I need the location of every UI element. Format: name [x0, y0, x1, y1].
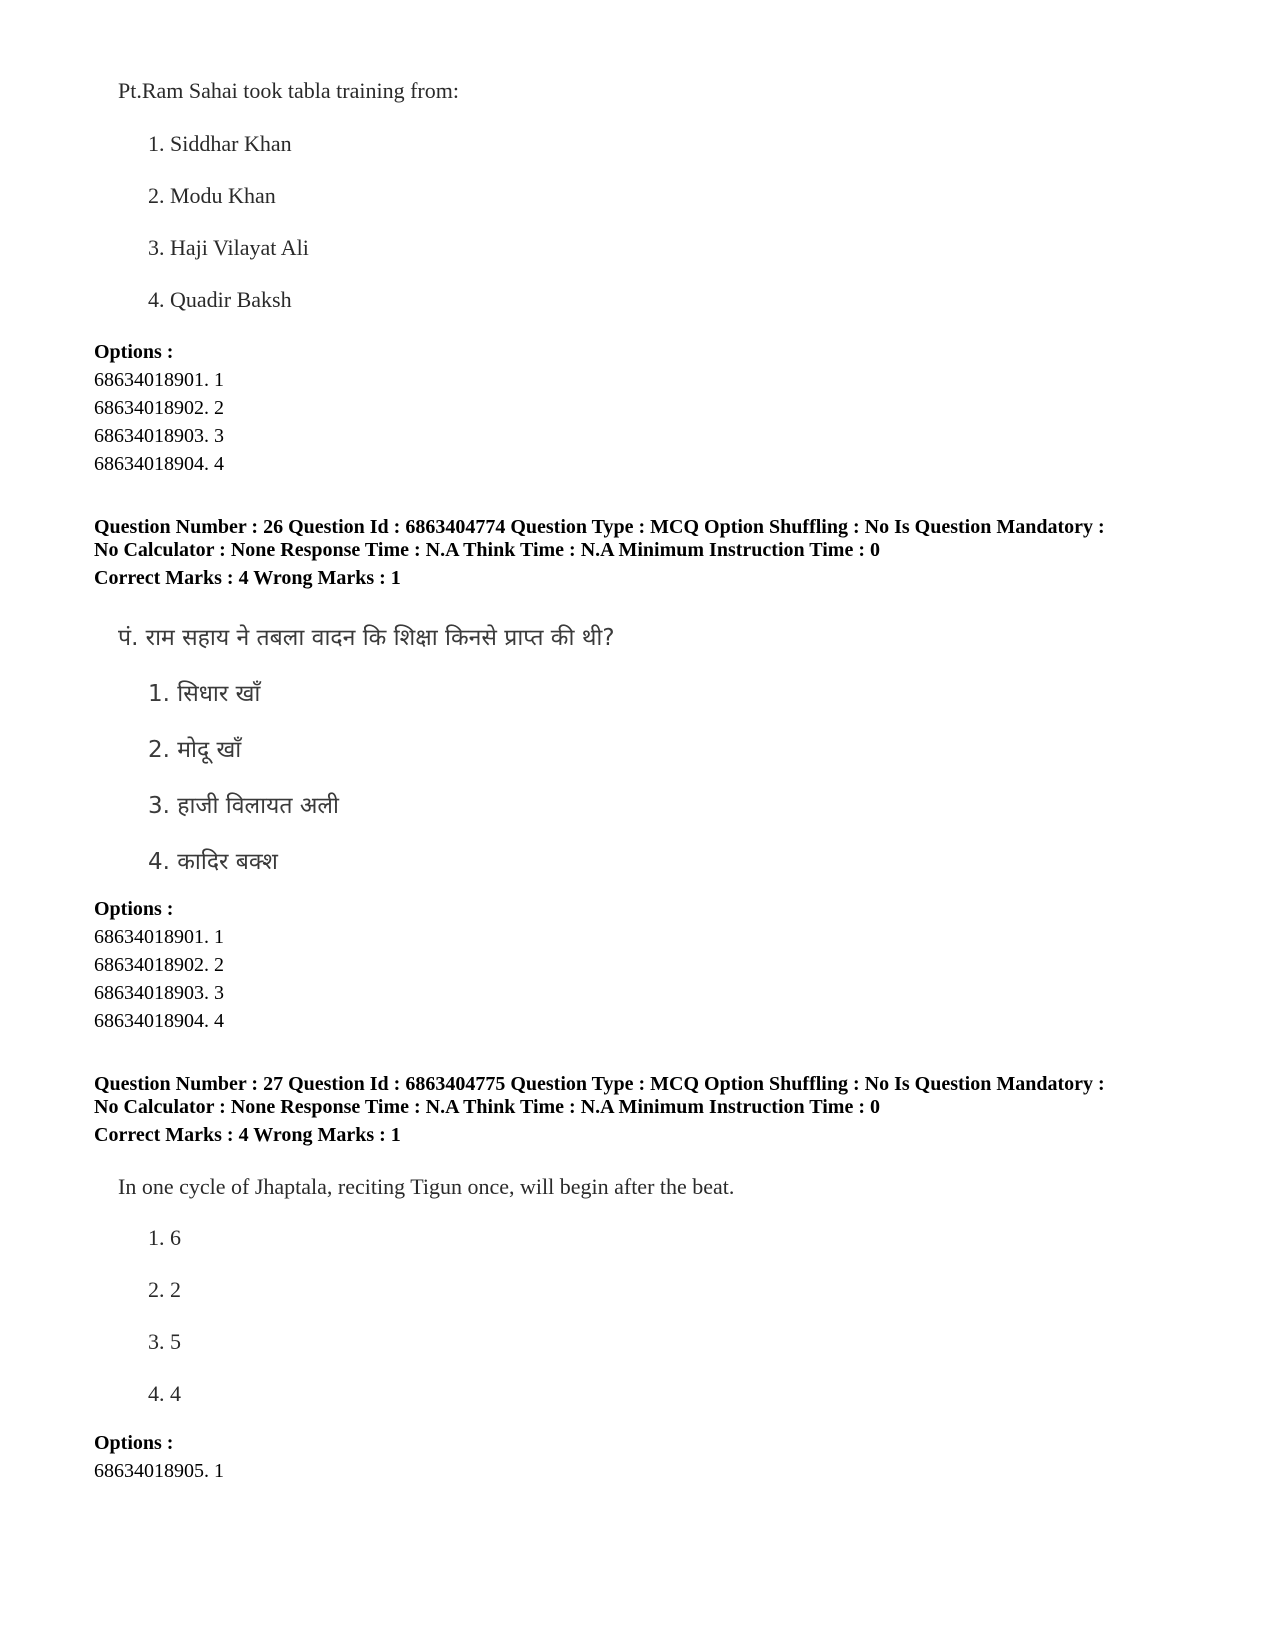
option-line: 68634018902. 2	[94, 954, 224, 976]
answer-choice: 4. कादिर बक्श	[148, 849, 278, 875]
marks-line: Correct Marks : 4 Wrong Marks : 1	[94, 1124, 401, 1146]
question-meta-line: No Calculator : None Response Time : N.A Think Time : N.A Minimum Instruction Time : 0	[94, 539, 880, 561]
answer-choice: 4. Quadir Baksh	[148, 287, 292, 312]
answer-choice: 3. Haji Vilayat Ali	[148, 235, 309, 260]
option-line: 68634018901. 1	[94, 369, 224, 391]
question-text: Pt.Ram Sahai took tabla training from:	[118, 78, 459, 103]
answer-choice: 4. 4	[148, 1381, 181, 1406]
option-line: 68634018903. 3	[94, 982, 224, 1004]
marks-line: Correct Marks : 4 Wrong Marks : 1	[94, 567, 401, 589]
answer-choice: 2. 2	[148, 1277, 181, 1302]
options-heading: Options :	[94, 1432, 174, 1454]
answer-choice: 3. हाजी विलायत अली	[148, 793, 339, 819]
answer-choice: 1. सिधार खाँ	[148, 681, 261, 707]
option-line: 68634018904. 4	[94, 1010, 224, 1032]
option-line: 68634018903. 3	[94, 425, 224, 447]
options-heading: Options :	[94, 898, 174, 920]
answer-choice: 1. Siddhar Khan	[148, 131, 292, 156]
answer-choice: 1. 6	[148, 1225, 181, 1250]
answer-choice: 2. मोदू खाँ	[148, 737, 242, 763]
option-line: 68634018901. 1	[94, 926, 224, 948]
question-text: पं. राम सहाय ने तबला वादन कि शिक्षा किनसे प्राप्त की थी?	[118, 625, 615, 651]
answer-choice: 3. 5	[148, 1329, 181, 1354]
answer-choice: 2. Modu Khan	[148, 183, 276, 208]
question-meta-line: No Calculator : None Response Time : N.A Think Time : N.A Minimum Instruction Time : 0	[94, 1096, 880, 1118]
question-meta-line: Question Number : 27 Question Id : 6863404775 Question Type : MCQ Option Shuffling : No Is Question Mandatory :	[94, 1073, 1105, 1095]
option-line: 68634018902. 2	[94, 397, 224, 419]
question-meta-line: Question Number : 26 Question Id : 6863404774 Question Type : MCQ Option Shuffling : No Is Question Mandatory :	[94, 516, 1105, 538]
options-heading: Options :	[94, 341, 174, 363]
option-line: 68634018904. 4	[94, 453, 224, 475]
option-line: 68634018905. 1	[94, 1460, 224, 1482]
question-text: In one cycle of Jhaptala, reciting Tigun once, will begin after the beat.	[118, 1174, 735, 1199]
